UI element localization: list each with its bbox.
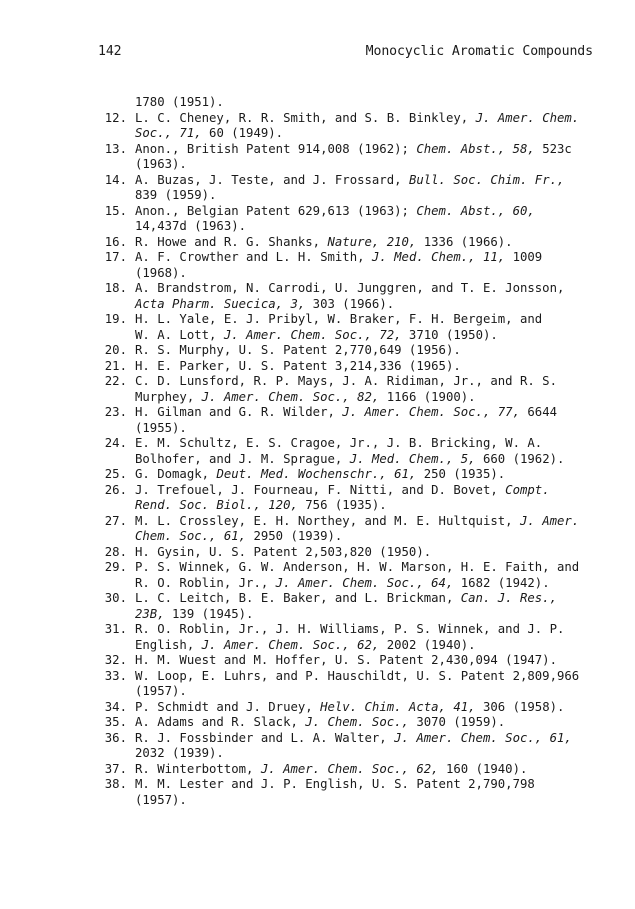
reference-entry xyxy=(97,700,597,716)
citation-journal: J. Amer. Chem. Soc., 62, xyxy=(201,637,380,652)
citation-text: G. Domagk, xyxy=(135,467,217,481)
reference-entry xyxy=(97,374,597,405)
citation-text: 1682 (1942). xyxy=(453,575,550,590)
reference-number: 26. xyxy=(104,482,127,497)
reference-entry xyxy=(97,436,597,467)
citation-text: 660 (1962). xyxy=(475,451,565,466)
reference-line xyxy=(135,312,597,328)
reference-number: 17. xyxy=(104,250,127,264)
reference-entry xyxy=(97,715,597,731)
citation-text: 756 (1935). xyxy=(297,498,387,512)
citation-text: 6644 xyxy=(519,405,558,419)
citation-text: 1336 (1966). xyxy=(416,234,513,249)
citation-journal: Acta Pharm. Suecica, 3, xyxy=(135,296,306,311)
citation-text: (1968). xyxy=(135,265,187,280)
reference-line xyxy=(135,452,597,468)
reference-line xyxy=(135,498,597,514)
reference-entry xyxy=(97,762,597,778)
reference-entry xyxy=(97,467,597,483)
citation-journal: Can. J. Res., xyxy=(460,591,557,605)
citation-text: Anon., British Patent 914,008 (1962); xyxy=(135,141,417,156)
reference-line xyxy=(135,374,597,390)
citation-text: H. L. Yale, E. J. Pribyl, W. Braker, F. H. Bergeim, and xyxy=(135,312,543,326)
reference-line xyxy=(135,95,597,111)
reference-entry xyxy=(97,514,597,545)
reference-number: 13. xyxy=(104,141,127,156)
reference-number: 38. xyxy=(104,777,127,791)
citation-text: M. M. Lester and J. P. English, U. S. Patent 2,790,798 xyxy=(135,777,535,791)
citation-text: C. D. Lunsford, R. P. Mays, J. A. Ridiman, Jr., and R. S. xyxy=(135,374,557,388)
citation-journal: Compt. xyxy=(505,482,550,497)
reference-number: 29. xyxy=(104,560,127,574)
reference-number: 23. xyxy=(104,405,127,419)
reference-number: 24. xyxy=(104,436,127,450)
reference-entry xyxy=(97,111,597,142)
citation-text: 3710 (1950). xyxy=(401,327,498,342)
reference-number: 37. xyxy=(104,761,127,776)
citation-text: 1780 (1951). xyxy=(135,95,224,109)
reference-number: 12. xyxy=(104,110,127,125)
citation-journal: J. Amer. xyxy=(519,513,580,528)
reference-number: 16. xyxy=(104,234,127,249)
reference-line xyxy=(135,281,597,297)
citation-text: H. E. Parker, U. S. Patent 3,214,336 (1965). xyxy=(135,358,461,373)
citation-text: Bolhofer, and J. M. Sprague, xyxy=(135,451,350,466)
reference-entry xyxy=(97,204,597,235)
citation-text: 306 (1958). xyxy=(475,699,565,714)
reference-entry xyxy=(97,545,597,561)
citation-text: R. Howe and R. G. Shanks, xyxy=(135,234,328,249)
citation-journal: Nature, 210, xyxy=(327,234,417,249)
citation-text: L. C. Leitch, B. E. Baker, and L. Brickman, xyxy=(135,591,461,605)
reference-line xyxy=(135,777,597,793)
reference-entry xyxy=(97,312,597,343)
reference-line xyxy=(135,638,597,654)
citation-text: R. O. Roblin, Jr., J. H. Williams, P. S. Winnek, and J. P. xyxy=(135,622,565,636)
reference-entry xyxy=(97,235,597,251)
reference-line xyxy=(135,343,597,359)
reference-line xyxy=(135,111,597,127)
citation-journal: J. Med. Chem., 11, xyxy=(371,250,506,264)
reference-line xyxy=(135,576,597,592)
citation-text: (1957). xyxy=(135,792,187,807)
citation-text: R. S. Murphy, U. S. Patent 2,770,649 (1956). xyxy=(135,343,461,357)
citation-text: H. M. Wuest and M. Hoffer, U. S. Patent 2,430,094 (1947). xyxy=(135,653,557,667)
reference-number: 21. xyxy=(104,358,127,373)
citation-text: 303 (1966). xyxy=(305,296,395,311)
reference-line xyxy=(135,467,597,483)
reference-entry xyxy=(97,250,597,281)
citation-text: 250 (1935). xyxy=(416,467,506,481)
reference-entry xyxy=(97,173,597,204)
reference-number: 18. xyxy=(104,281,127,295)
reference-line xyxy=(135,746,597,762)
citation-text: Murphey, xyxy=(135,389,202,404)
citation-text: (1955). xyxy=(135,420,187,435)
reference-entry xyxy=(97,142,597,173)
reference-entry xyxy=(97,405,597,436)
reference-entry xyxy=(97,359,597,375)
reference-line xyxy=(135,204,597,220)
citation-journal: Rend. Soc. Biol., 120, xyxy=(135,498,298,512)
citation-text: (1963). xyxy=(135,157,187,171)
citation-text: R. Winterbottom, xyxy=(135,761,261,776)
reference-line xyxy=(135,219,597,235)
reference-number: 32. xyxy=(104,653,127,667)
running-title: Monocyclic Aromatic Compounds xyxy=(365,44,593,59)
reference-line xyxy=(135,762,597,778)
reference-line xyxy=(135,297,597,313)
reference-number: 28. xyxy=(104,544,127,559)
citation-journal: Deut. Med. Wochenschr., 61, xyxy=(216,467,417,481)
citation-text: L. C. Cheney, R. R. Smith, and S. B. Binkley, xyxy=(135,110,476,125)
reference-line xyxy=(135,700,597,716)
citation-journal: J. Amer. Chem. Soc., 62, xyxy=(260,761,439,776)
citation-text: 60 (1949). xyxy=(201,126,284,140)
reference-line xyxy=(135,622,597,638)
citation-text: 2032 (1939). xyxy=(135,746,224,760)
reference-number: 31. xyxy=(104,622,127,636)
reference-line xyxy=(135,359,597,375)
citation-journal: Soc., 71, xyxy=(135,126,202,140)
reference-line xyxy=(135,514,597,530)
reference-number: 36. xyxy=(104,730,127,745)
reference-line xyxy=(135,405,597,421)
citation-text: A. Adams and R. Slack, xyxy=(135,715,306,729)
citation-text: 160 (1940). xyxy=(438,761,528,776)
citation-text: A. F. Crowther and L. H. Smith, xyxy=(135,250,372,264)
citation-text: (1957). xyxy=(135,684,187,698)
citation-journal: J. Amer. Chem. Soc., 64, xyxy=(275,575,454,590)
citation-journal: Helv. Chim. Acta, 41, xyxy=(320,699,476,714)
reference-line xyxy=(135,235,597,251)
citation-text: 3070 (1959). xyxy=(408,715,506,729)
citation-text: 2950 (1939). xyxy=(246,529,343,543)
reference-line xyxy=(135,436,597,452)
citation-text: 14,437d (1963). xyxy=(135,219,247,233)
reference-line xyxy=(135,653,597,669)
citation-text: Anon., Belgian Patent 629,613 (1963); xyxy=(135,203,417,218)
reference-entry xyxy=(97,731,597,762)
reference-entry xyxy=(97,777,597,808)
reference-number: 19. xyxy=(104,312,127,326)
reference-entry xyxy=(97,653,597,669)
citation-text: H. Gysin, U. S. Patent 2,503,820 (1950). xyxy=(135,544,432,559)
reference-number: 15. xyxy=(104,203,127,218)
reference-line xyxy=(135,142,597,158)
page-number: 142 xyxy=(98,44,122,59)
citation-text: 2002 (1940). xyxy=(379,637,476,652)
reference-entry xyxy=(97,622,597,653)
citation-journal: 23B, xyxy=(135,606,165,621)
reference-line xyxy=(135,560,597,576)
citation-text: J. Trefouel, J. Fourneau, F. Nitti, and D. Bovet, xyxy=(135,482,506,497)
citation-text: 523c xyxy=(534,141,572,156)
reference-entry xyxy=(97,281,597,312)
reference-number: 25. xyxy=(104,467,127,481)
citation-text: 1166 (1900). xyxy=(379,389,476,404)
citation-journal: J. Amer. Chem. Soc., 72, xyxy=(223,327,402,342)
reference-number: 30. xyxy=(104,591,127,605)
reference-entry xyxy=(97,343,597,359)
citation-text: E. M. Schultz, E. S. Cragoe, Jr., J. B. Bricking, W. A. xyxy=(135,436,543,450)
reference-line xyxy=(135,266,597,282)
citation-journal: J. Chem. Soc., xyxy=(305,715,409,729)
citation-journal: J. Amer. Chem. xyxy=(475,110,580,125)
reference-line xyxy=(135,545,597,561)
reference-line xyxy=(135,188,597,204)
reference-number: 22. xyxy=(104,374,127,388)
reference-number: 33. xyxy=(104,668,127,683)
citation-journal: Chem. Abst., 60, xyxy=(416,203,535,218)
reference-line xyxy=(135,607,597,623)
reference-number: 14. xyxy=(104,172,127,187)
reference-line xyxy=(135,328,597,344)
citation-text: 839 (1959). xyxy=(135,188,217,202)
reference-entry xyxy=(97,560,597,591)
reference-line xyxy=(135,669,597,685)
citation-journal: J. Amer. Chem. Soc., 61, xyxy=(394,730,572,745)
reference-line xyxy=(135,793,597,809)
citation-text: 1009 xyxy=(505,250,543,264)
reference-line xyxy=(135,483,597,499)
reference-entry xyxy=(97,483,597,514)
reference-number: 34. xyxy=(104,699,127,714)
reference-line xyxy=(135,591,597,607)
reference-number: 20. xyxy=(104,343,127,357)
citation-text: W. A. Lott, xyxy=(135,327,224,342)
citation-journal: J. Amer. Chem. Soc., 77, xyxy=(342,405,520,419)
citation-text: A. Buzas, J. Teste, and J. Frossard, xyxy=(135,172,409,187)
citation-text: H. Gilman and G. R. Wilder, xyxy=(135,405,343,419)
citation-text: R. O. Roblin, Jr., xyxy=(135,575,276,590)
reference-line xyxy=(135,126,597,142)
reference-list xyxy=(97,95,597,808)
reference-line xyxy=(135,715,597,731)
reference-line xyxy=(135,731,597,747)
reference-line xyxy=(135,421,597,437)
citation-journal: Bull. Soc. Chim. Fr., xyxy=(408,172,565,187)
reference-line xyxy=(135,173,597,189)
reference-entry xyxy=(97,95,597,111)
citation-text: P. S. Winnek, G. W. Anderson, H. W. Marson, H. E. Faith, and xyxy=(135,560,580,574)
citation-text: 139 (1945). xyxy=(164,606,254,621)
reference-line xyxy=(135,157,597,173)
reference-number: 27. xyxy=(104,513,127,528)
reference-line xyxy=(135,529,597,545)
citation-text: M. L. Crossley, E. H. Northey, and M. E. Hultquist, xyxy=(135,513,520,528)
citation-journal: Chem. Soc., 61, xyxy=(135,529,247,543)
reference-entry xyxy=(97,669,597,700)
reference-line xyxy=(135,250,597,266)
citation-text: English, xyxy=(135,637,202,652)
citation-journal: Chem. Abst., 58, xyxy=(416,141,535,156)
citation-journal: J. Amer. Chem. Soc., 82, xyxy=(201,389,380,404)
citation-text: W. Loop, E. Luhrs, and P. Hauschildt, U. S. Patent 2,809,966 xyxy=(135,668,580,683)
reference-line xyxy=(135,390,597,406)
citation-text: R. J. Fossbinder and L. A. Walter, xyxy=(135,730,395,745)
reference-line xyxy=(135,684,597,700)
page-header xyxy=(98,44,593,64)
citation-text: P. Schmidt and J. Druey, xyxy=(135,699,321,714)
citation-journal: J. Med. Chem., 5, xyxy=(349,451,476,466)
reference-entry xyxy=(97,591,597,622)
citation-text: A. Brandstrom, N. Carrodi, U. Junggren, and T. E. Jonsson, xyxy=(135,281,565,295)
reference-number: 35. xyxy=(104,715,127,729)
